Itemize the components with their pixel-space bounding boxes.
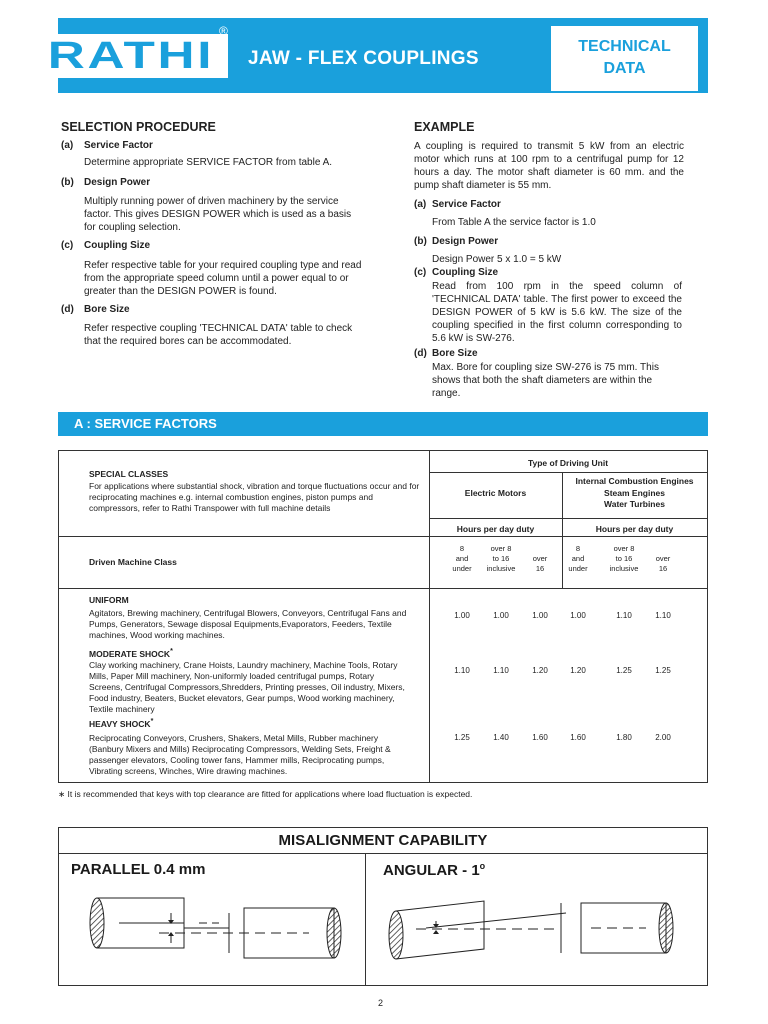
table-hline-1 [429, 472, 707, 473]
selection-label-b: Design Power [84, 177, 151, 188]
col-header-1 [442, 544, 482, 574]
col-header-2 [481, 544, 521, 574]
selection-letter-c: (c) [61, 240, 74, 251]
parallel-label: PARALLEL 0.4 mm [71, 861, 206, 878]
class-name-moderate-text: MODERATE SHOCK [89, 648, 171, 659]
angular-diagram [366, 883, 707, 985]
selection-text-a: Determine appropriate SERVICE FACTOR from table A. [84, 157, 333, 168]
class-name-heavy-text: HEAVY SHOCK [89, 718, 151, 729]
value-uniform-6: 1.10 [655, 611, 671, 620]
value-heavy-3: 1.60 [532, 733, 548, 742]
value-heavy-5: 1.80 [616, 733, 632, 742]
value-uniform-4: 1.00 [570, 611, 586, 620]
heavy-star: * [150, 717, 154, 725]
col-header-6-l1 [643, 544, 683, 554]
misalignment-box [58, 827, 708, 986]
special-classes-title: SPECIAL CLASSES [89, 469, 169, 479]
col-header-3-l3: 16 [535, 564, 545, 573]
value-heavy-2: 1.40 [493, 733, 509, 742]
technical-data-badge [551, 26, 698, 91]
mis-hline [59, 853, 707, 854]
example-label-c: Coupling Size [432, 267, 499, 278]
class-desc-moderate: Clay working machinery, Crane Hoists, Laundry machinery, Machine Tools, Rotary Mills, Paper Mill machinery, Non-uniformly loaded centrifugal pumps, Rotary Screens, Centrifugal Compressors,Shredders, Printing presses, Oil industry, Mixers, Food industry, Beaters, Bucket elevators, Gear pumps, Wood working machinery, Textile machinery [89, 660, 405, 714]
service-factors-title: A : SERVICE FACTORS [74, 416, 217, 431]
selection-label-d: Bore Size [84, 304, 130, 315]
rathi-logo [34, 34, 228, 78]
ic-engines-label: Internal Combustion Engines [575, 476, 694, 486]
example-text-d: Max. Bore for coupling size SW-276 is 75 mm. This shows that both the shaft diameters are within the range. [432, 362, 659, 399]
moderate-star: * [170, 647, 173, 655]
table-hline-2 [429, 518, 707, 519]
registered-mark: ® [219, 24, 228, 38]
selection-text-d: Refer respective coupling 'TECHNICAL DATA' table to check that the required bores can be accommodated. [84, 323, 353, 347]
value-uniform-2: 1.00 [493, 611, 509, 620]
example-text-c: Read from 100 rpm in the speed column of 'TECHNICAL DATA' table. The first power to exceed the DESIGN POWER of 5 kW is 5.6 kW. The size of the coupling specified in the first column corresponding to 5.6 kW is SW-276. [432, 281, 682, 344]
value-moderate-4: 1.20 [570, 666, 586, 675]
value-heavy-1: 1.25 [454, 733, 470, 742]
col-header-6-l3: 16 [658, 564, 668, 573]
steam-engines-label: Steam Engines [604, 488, 665, 498]
footnote: ∗ It is recommended that keys with top clearance are fitted for applications where load fluctuation is expected. [58, 789, 473, 799]
col-header-5-l1: over 8 [613, 544, 635, 553]
value-heavy-6: 2.00 [655, 733, 671, 742]
class-name-uniform: UNIFORM [89, 595, 129, 605]
col-header-2-l1: over 8 [490, 544, 512, 553]
col-header-3-l2: over [532, 554, 548, 563]
class-desc-heavy: Reciprocating Conveyors, Crushers, Shakers, Metal Mills, Rubber machinery (Banbury Mixers and Mills) Reciprocating Compressors, Welding Sets, Freight & passenger elevators, Cooling tower fans, Hammer mills, Reciprocating pumps, Vibrating screens, Winches, Wire drawing machines. [89, 733, 391, 776]
badge-line-1: TECHNICAL [578, 38, 671, 55]
angular-degree: o [479, 861, 486, 871]
value-moderate-3: 1.20 [532, 666, 548, 675]
parallel-diagram [59, 883, 365, 985]
col-header-5-l2: to 16 [615, 554, 633, 563]
value-moderate-6: 1.25 [655, 666, 671, 675]
value-moderate-1: 1.10 [454, 666, 470, 675]
col-header-2-l3: inclusive [486, 564, 516, 573]
value-heavy-4: 1.60 [570, 733, 586, 742]
hours-per-day-electric: Hours per day duty [456, 524, 535, 534]
hours-per-day-ic: Hours per day duty [595, 524, 674, 534]
service-factors-bar [58, 412, 708, 436]
example-letter-d: (d) [414, 348, 427, 359]
table-hline-4 [59, 588, 707, 589]
example-letter-c: (c) [414, 267, 427, 278]
selection-label-c: Coupling Size [84, 240, 151, 251]
col-header-4-l2: and [571, 554, 585, 563]
col-header-2-l2: to 16 [492, 554, 510, 563]
class-desc-uniform: Agitators, Brewing machinery, Centrifugal Blowers, Conveyors, Centrifugal Fans and Pumps, Generators, Sewage disposal Equipments,Evaporators, Feeders, Textile machines, Wood working machines. [89, 608, 407, 640]
col-header-4-l1: 8 [575, 544, 581, 553]
page-number: 2 [378, 998, 384, 1008]
selection-letter-a: (a) [61, 140, 74, 151]
col-header-6-l2: over [655, 554, 671, 563]
special-classes-text: For applications where substantial shock, vibration and torque fluctuations occur and for reciprocating machines e.g. internal combustion engines, piston pumps and compressors, refer to Rathi Transpower with full machine details [89, 481, 420, 513]
col-header-1-l3: under [452, 564, 472, 573]
col-header-3-l1 [520, 544, 560, 554]
col-header-3 [520, 544, 560, 574]
example-letter-b: (b) [414, 236, 427, 247]
driven-machine-class: Driven Machine Class [89, 557, 177, 567]
value-moderate-5: 1.25 [616, 666, 632, 675]
col-header-6 [643, 544, 683, 574]
badge-line-2: DATA [603, 60, 646, 77]
example-heading: EXAMPLE [414, 120, 475, 134]
class-name-moderate [89, 646, 173, 660]
col-header-4-l3: under [568, 564, 588, 573]
selection-text-b: Multiply running power of driven machinery by the service factor. This gives DESIGN POWER which is used as a basis for coupling selection. [84, 196, 352, 233]
example-letter-a: (a) [414, 199, 427, 210]
water-turbines-label: Water Turbines [604, 499, 665, 509]
example-text-a: From Table A the service factor is 1.0 [432, 217, 596, 228]
misalignment-title: MISALIGNMENT CAPABILITY [278, 832, 488, 849]
selection-letter-d: (d) [61, 304, 74, 315]
selection-letter-b: (b) [61, 177, 74, 188]
col-header-1-l1: 8 [459, 544, 465, 553]
col-header-5-l3: inclusive [609, 564, 639, 573]
electric-motors-label: Electric Motors [464, 488, 527, 498]
example-label-b: Design Power [432, 236, 499, 247]
service-factors-table [58, 450, 708, 783]
value-uniform-5: 1.10 [616, 611, 632, 620]
value-uniform-3: 1.00 [532, 611, 548, 620]
col-header-5 [604, 544, 644, 574]
selection-label-a: Service Factor [84, 140, 153, 151]
col-header-1-l2: and [455, 554, 469, 563]
selection-text-c: Refer respective table for your required coupling type and read from the appropriate speed column until a power equal to or greater than the DESIGN POWER is found. [84, 260, 362, 297]
example-label-a: Service Factor [432, 199, 501, 210]
page-title: JAW - FLEX COUPLINGS [248, 48, 479, 69]
example-intro: A coupling is required to transmit 5 kW from an electric motor which runs at 100 rpm to a centrifugal pump for 12 hours a day. The motor shaft diameter is 60 mm. and the pump shaft diameter is 55 mm. [414, 141, 684, 191]
example-text-b: Design Power 5 x 1.0 = 5 kW [432, 254, 562, 265]
table-divider-main [429, 451, 430, 782]
angular-label [383, 861, 485, 879]
col-header-4 [558, 544, 598, 574]
type-of-driving-unit: Type of Driving Unit [527, 458, 609, 468]
value-moderate-2: 1.10 [493, 666, 509, 675]
class-name-heavy [89, 716, 153, 730]
logo-text: RATHI [47, 35, 215, 77]
selection-heading: SELECTION PROCEDURE [61, 120, 216, 134]
example-label-d: Bore Size [432, 348, 478, 359]
value-uniform-1: 1.00 [454, 611, 470, 620]
table-hline-3 [59, 536, 707, 537]
angular-label-text: ANGULAR - 1 [383, 862, 480, 879]
